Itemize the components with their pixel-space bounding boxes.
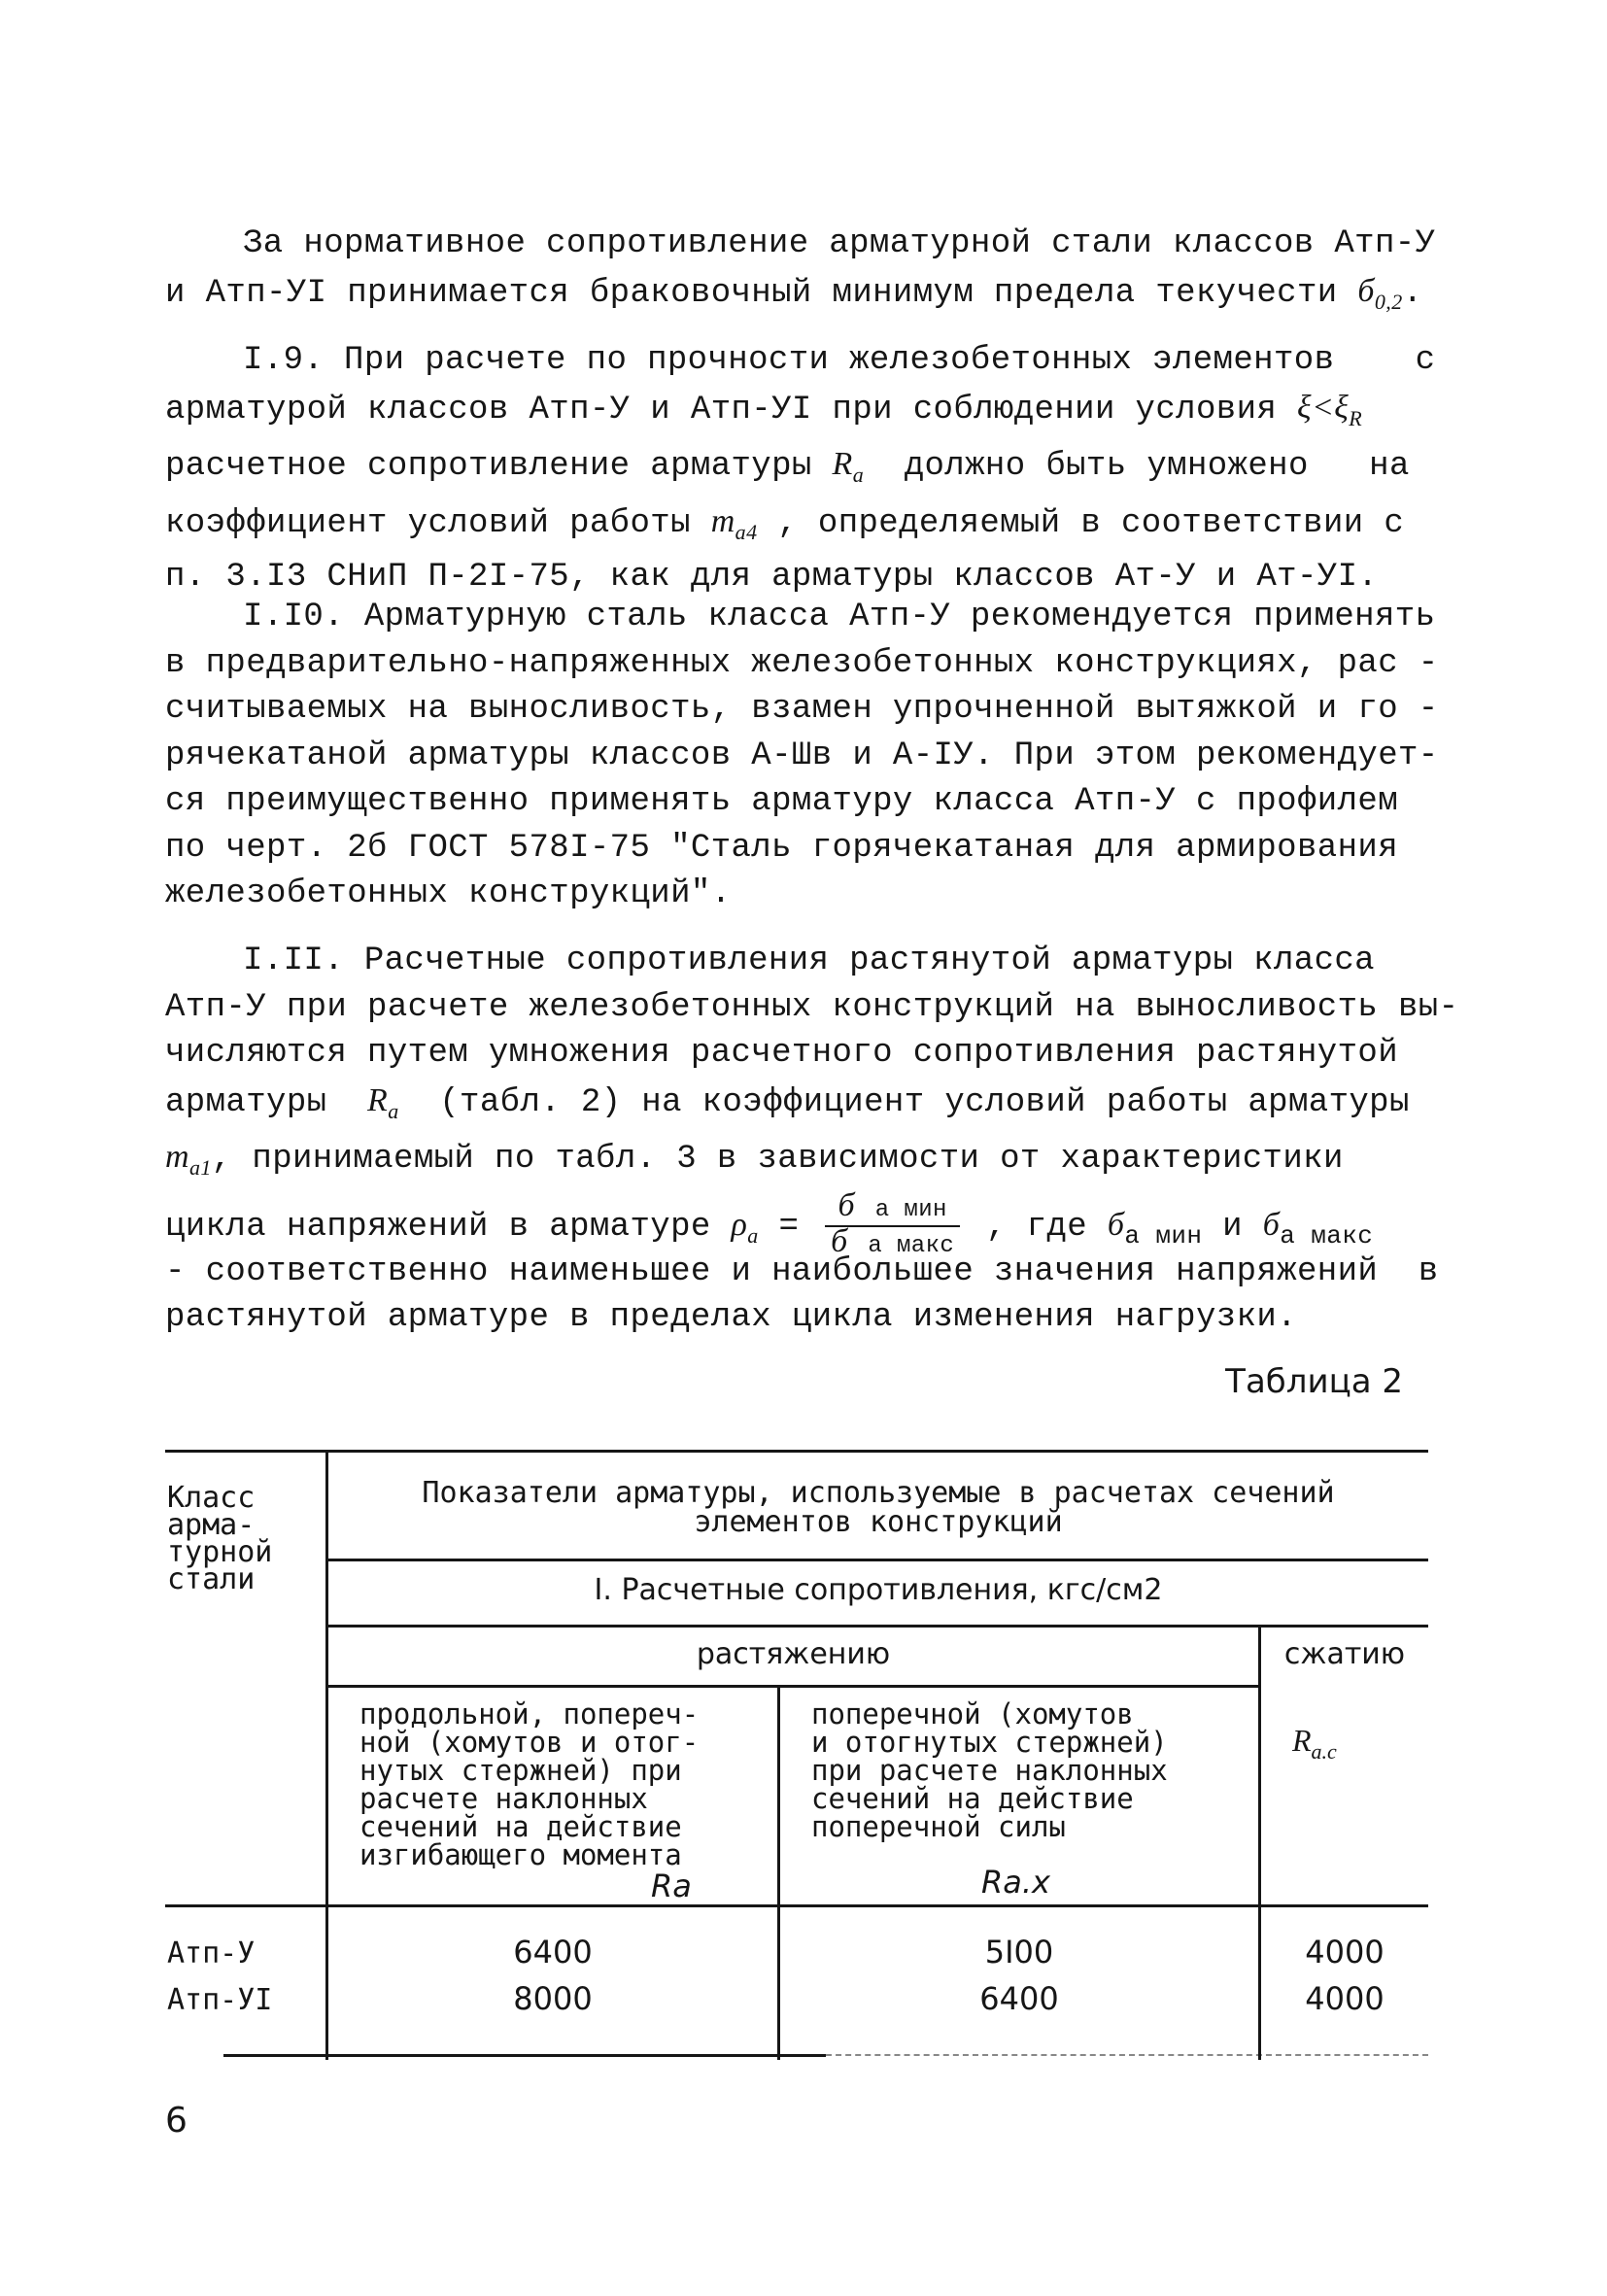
text-span: должно быть умножено на — [864, 448, 1410, 485]
text-span: = — [758, 1208, 820, 1246]
header-line: элементов конструкций — [694, 1505, 1063, 1539]
text-line: I.I0. Арматурную сталь класса Атп-У рекомендуется применять — [243, 599, 1436, 635]
header-longitudinal — [359, 1697, 768, 1871]
header-tension: растяжению — [696, 1637, 891, 1671]
text-span: , принимаемый по табл. 3 в зависимости от характеристики — [211, 1141, 1344, 1178]
text-line: в предварительно-напряженных железобетонных конструкциях, рас - — [165, 644, 1439, 682]
rho-subscript: a — [747, 1222, 759, 1248]
sigma-subscript: 0,2 — [1374, 289, 1403, 314]
header-line: изгибающего момента — [359, 1838, 682, 1871]
text-line — [165, 498, 1409, 556]
header-line: при расчете наклонных — [811, 1754, 1168, 1787]
m-symbol: m — [165, 1139, 189, 1175]
text-line: I.9. При расчете по прочности железобетонных элементов с — [243, 342, 1436, 379]
table-column-divider — [325, 1450, 328, 2060]
text-span: цикла напряжений в арматуре — [165, 1208, 732, 1246]
text-line — [165, 1134, 1409, 1191]
text-span: арматурой классов Атп-У и Атп-УI при соблюдении условия — [165, 391, 1297, 428]
symbol-subscript: a.c — [1311, 1739, 1337, 1764]
text-span: (табл. 2) на коэффициент условий работы арматуры — [398, 1083, 1410, 1121]
sigma-subscript: a мин — [874, 1196, 947, 1223]
symbol-rac — [1292, 1723, 1337, 1766]
header-transverse — [811, 1697, 1248, 1843]
text-line: За нормативное сопротивление арматурной стали классов Атп-У — [243, 225, 1436, 262]
text-span: арматуры — [165, 1083, 368, 1121]
text-line: считываемых на выносливость, взамен упрочненной вытяжкой и го - — [165, 691, 1439, 728]
header-line: Класс — [167, 1481, 256, 1515]
symbol-ra: Ra — [651, 1868, 692, 1904]
table-rule-bottom-dashed — [826, 2054, 1428, 2056]
text-span: коэффициент условий работы — [165, 504, 711, 542]
resistance-table — [165, 1450, 1428, 2072]
table-rule-header-bottom — [165, 1904, 1428, 1907]
text-line: п. 3.I3 СНиП П-2I-75, как для арматуры классов Ат-У и Ат-УI. — [165, 559, 1379, 596]
fraction-numerator — [825, 1186, 960, 1227]
text-line: рячекатаной арматуры классов А-Шв и А-IУ. При этом рекомендует- — [165, 737, 1439, 774]
text-line: числяются путем умножения расчетного сопротивления растянутой — [165, 1035, 1399, 1072]
cell-rac: 4000 — [1305, 1980, 1385, 2017]
text-line: растянутой арматуре в пределах цикла изменения нагрузки. — [165, 1299, 1297, 1336]
text-span: расчетное сопротивление арматуры — [165, 448, 833, 485]
text-line: - соответственно наименьшее и наибольшее значения напряжений в — [165, 1252, 1439, 1290]
text-line: ся преимущественно применять арматуру класса Атп-У с профилем — [165, 783, 1399, 820]
symbol-rax: Ra.x — [981, 1864, 1050, 1901]
header-line: и отогнутых стержней) — [811, 1726, 1168, 1759]
header-line: расчете наклонных — [359, 1782, 648, 1815]
page-number: 6 — [165, 2101, 188, 2141]
header-compression: сжатию — [1283, 1637, 1406, 1671]
cell-rax: 5I00 — [984, 1934, 1054, 1970]
header-steel-class — [167, 1481, 323, 1596]
header-line: поперечной силы — [811, 1810, 1066, 1843]
m-subscript: a4 — [735, 519, 758, 544]
rho-symbol: ρ — [731, 1206, 748, 1243]
header-line: стали — [167, 1562, 256, 1596]
table-rule-bottom — [223, 2054, 826, 2057]
header-line: сечений на действие — [359, 1810, 682, 1843]
text-line — [165, 385, 1409, 442]
symbol-r: R — [1292, 1723, 1312, 1758]
header-line: турной — [167, 1535, 273, 1569]
m-symbol: m — [710, 502, 735, 539]
ra-subscript: a — [852, 463, 865, 487]
xi-formula: ξ<ξ — [1297, 389, 1350, 426]
text-line: по черт. 2б ГОСТ 578I-75 "Сталь горячекатаная для армирования — [165, 829, 1399, 867]
text-line-formula — [165, 1186, 1409, 1259]
sigma-subscript: a мин — [1124, 1220, 1203, 1251]
paragraph-norm-resistance — [165, 222, 1436, 325]
ra-symbol: R — [367, 1081, 389, 1118]
sigma-subscript: a макс — [868, 1232, 955, 1259]
sigma-symbol: б — [1357, 272, 1375, 309]
header-line: продольной, попереч- — [359, 1697, 700, 1731]
paragraph-1-9 — [165, 338, 1436, 601]
text-line — [165, 441, 1409, 498]
text-line — [165, 1078, 1409, 1135]
cell-rax: 6400 — [979, 1980, 1059, 2017]
cell-class: Атп-У — [167, 1936, 256, 1970]
header-line: арма- — [167, 1508, 256, 1542]
text-span: и Атп-УI принимается браковочный минимум предела текучести — [165, 274, 1358, 312]
text-line: Атп-У при расчете железобетонных конструкций на выносливость вы- — [165, 988, 1459, 1026]
cell-ra: 6400 — [513, 1934, 593, 1970]
text-line: железобетонных конструкций". — [165, 875, 732, 912]
text-span: и — [1202, 1208, 1263, 1246]
sigma-symbol: б — [1262, 1206, 1281, 1243]
xi-subscript: R — [1349, 405, 1363, 430]
text-span: , где — [966, 1208, 1108, 1246]
m-subscript: a1 — [188, 1155, 212, 1180]
ra-subscript: a — [388, 1098, 399, 1123]
text-span: , определяемый в соответствии с — [757, 504, 1405, 542]
text-line: I.II. Расчетные сопротивления растянутой арматуры класса — [243, 942, 1375, 979]
cell-ra: 8000 — [513, 1980, 593, 2017]
text-span: . — [1402, 274, 1423, 312]
table-rule — [325, 1685, 1258, 1688]
header-design-resistance: I. Расчетные сопротивления, кгс/см2 — [594, 1573, 1163, 1607]
table-caption: Таблица 2 — [1225, 1362, 1403, 1401]
header-line: поперечной (хомутов — [811, 1697, 1134, 1731]
table-rule — [325, 1625, 1428, 1628]
header-line: ной (хомутов и отог- — [359, 1726, 700, 1759]
paragraph-1-11 — [165, 939, 1459, 1342]
sigma-subscript: a макс — [1280, 1220, 1374, 1251]
sigma-symbol: б — [831, 1222, 848, 1259]
header-line: Показатели арматуры, используемые в расчетах сечений — [422, 1476, 1335, 1510]
header-indicators — [328, 1476, 1428, 1539]
header-line: нутых стержней) при — [359, 1754, 682, 1787]
cell-rac: 4000 — [1305, 1934, 1385, 1970]
text-line — [165, 268, 1423, 326]
table-rule — [325, 1559, 1428, 1561]
header-line: сечений на действие — [811, 1782, 1134, 1815]
sigma-symbol: б — [1107, 1206, 1125, 1243]
sigma-symbol: б — [838, 1186, 855, 1223]
paragraph-1-10 — [165, 595, 1439, 918]
ra-symbol: R — [832, 446, 853, 482]
table-rule-top — [165, 1450, 1428, 1453]
cell-class: Атп-УI — [167, 1983, 273, 2017]
